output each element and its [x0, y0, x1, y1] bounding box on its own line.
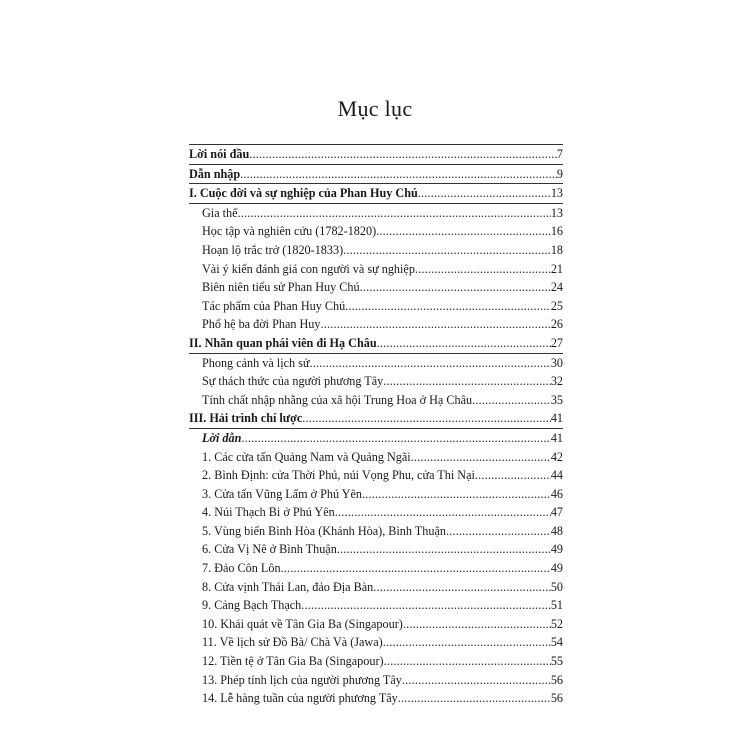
toc-entry: [189, 448, 563, 467]
toc-leader-dots: [345, 297, 551, 316]
toc-leader-dots: [249, 145, 557, 164]
toc-entry-page: 48: [550, 523, 563, 538]
toc-entry-page: 55: [550, 654, 563, 669]
toc-entry-page: 27: [550, 335, 563, 350]
toc-entry-label: 10. Khái quát về Tân Gia Ba (Singapour): [202, 616, 403, 631]
toc-entry-label: Phổ hệ ba đời Phan Huy: [202, 317, 321, 332]
toc-entry: [189, 540, 563, 559]
toc-entry: [189, 578, 563, 597]
toc-leader-dots: [281, 559, 551, 578]
toc-entry-label: 12. Tiền tệ ở Tân Gia Ba (Singapour): [202, 654, 384, 669]
toc-leader-dots: [241, 429, 550, 448]
toc-leader-dots: [398, 689, 551, 708]
table-of-contents: [189, 144, 563, 708]
toc-entry-page: 49: [550, 561, 563, 576]
toc-leader-dots: [384, 652, 551, 671]
toc-entry: [189, 354, 563, 373]
toc-entry: [189, 372, 563, 391]
toc-entry: [189, 689, 563, 708]
toc-entry: [189, 633, 563, 652]
toc-entry-label: I. Cuộc đời và sự nghiệp của Phan Huy Chú: [189, 186, 418, 201]
toc-leader-dots: [240, 165, 557, 184]
toc-leader-dots: [362, 485, 551, 504]
toc-entry-label: 7. Đảo Côn Lôn: [202, 561, 281, 576]
toc-entry: [189, 503, 563, 522]
toc-leader-dots: [360, 278, 551, 297]
toc-leader-dots: [337, 540, 551, 559]
toc-leader-dots: [403, 615, 551, 634]
toc-entry-label: Vài ý kiến đánh giá con người và sự nghiệp: [202, 261, 415, 276]
toc-entry: [189, 145, 563, 165]
toc-entry: [189, 596, 563, 615]
toc-entry-page: 42: [550, 449, 563, 464]
toc-entry-label: 13. Phép tính lịch của người phương Tây: [202, 672, 402, 687]
page-title: Mục lục: [337, 96, 413, 121]
toc-entry-page: 41: [550, 411, 563, 426]
toc-entry-label: 14. Lễ hàng tuần của người phương Tây: [202, 691, 398, 706]
toc-entry-label: 8. Cửa vịnh Thái Lan, đảo Địa Bàn: [202, 579, 374, 594]
toc-entry-label: 9. Cảng Bạch Thạch: [202, 598, 302, 613]
toc-entry-label: Phong cảnh và lịch sử: [202, 355, 310, 370]
toc-leader-dots: [446, 522, 551, 541]
toc-entry-label: 11. Về lịch sử Đồ Bà/ Chà Và (Jawa): [202, 635, 383, 650]
toc-entry-page: 56: [550, 672, 563, 687]
toc-entry-label: 4. Núi Thạch Bi ở Phú Yên: [202, 505, 335, 520]
toc-entry: [189, 466, 563, 485]
toc-entry-page: 44: [550, 468, 563, 483]
toc-leader-dots: [376, 222, 551, 241]
toc-entry-page: 25: [550, 298, 563, 313]
toc-leader-dots: [415, 260, 551, 279]
toc-leader-dots: [335, 503, 551, 522]
toc-entry: [189, 485, 563, 504]
toc-entry: [189, 334, 563, 354]
toc-entry: [189, 278, 563, 297]
toc-leader-dots: [321, 315, 551, 334]
toc-leader-dots: [383, 372, 551, 391]
toc-entry-page: 24: [550, 280, 563, 295]
toc-entry-label: Tác phẩm của Phan Huy Chú: [202, 298, 346, 313]
toc-entry-page: 49: [550, 542, 563, 557]
toc-entry: [189, 165, 563, 185]
toc-entry-page: 47: [550, 505, 563, 520]
toc-leader-dots: [373, 578, 551, 597]
toc-leader-dots: [302, 409, 551, 428]
toc-entry-page: 56: [550, 691, 563, 706]
toc-entry-page: 9: [556, 166, 563, 181]
toc-entry-label: Gia thế: [202, 205, 238, 220]
toc-leader-dots: [418, 184, 551, 203]
toc-entry-label: 2. Bình Định: cửa Thời Phú, núi Vọng Phu, cửa Thi Nại: [202, 468, 475, 483]
toc-entry-page: 41: [550, 430, 563, 445]
toc-entry: [189, 522, 563, 541]
toc-entry-page: 13: [550, 186, 563, 201]
toc-entry: [189, 184, 563, 204]
toc-leader-dots: [472, 391, 551, 410]
toc-entry-page: 26: [550, 317, 563, 332]
toc-entry: [189, 559, 563, 578]
toc-leader-dots: [411, 448, 551, 467]
toc-entry-label: Hoạn lộ trắc trở (1820-1833): [202, 242, 344, 257]
toc-leader-dots: [238, 204, 551, 223]
toc-entry-page: 13: [550, 205, 563, 220]
toc-entry-page: 7: [556, 147, 563, 161]
toc-entry-page: 54: [550, 635, 563, 650]
toc-entry-label: 3. Cửa tấn Vũng Lấm ở Phú Yên: [202, 486, 362, 501]
toc-entry: [189, 241, 563, 260]
toc-entry-label: Học tập và nghiên cứu (1782-1820): [202, 224, 377, 239]
toc-entry-label: Tính chất nhập nhằng của xã hội Trung Hoa ở Hạ Châu: [202, 392, 473, 407]
toc-entry-label: 5. Vùng biển Bình Hòa (Khánh Hòa), Bình Thuận: [202, 523, 446, 538]
toc-entry-label: 1. Các cửa tấn Quảng Nam và Quảng Ngãi: [202, 449, 411, 464]
toc-entry-label: Biên niên tiểu sử Phan Huy Chú: [202, 280, 360, 295]
toc-entry-label: Lời dẫn: [202, 430, 242, 445]
toc-entry-page: 18: [550, 242, 563, 257]
toc-entry: [189, 409, 563, 429]
toc-entry: [189, 391, 563, 410]
toc-leader-dots: [343, 241, 551, 260]
toc-entry: [189, 652, 563, 671]
toc-entry-label: 6. Cửa Vị Nê ở Bình Thuận: [202, 542, 337, 557]
toc-leader-dots: [383, 633, 551, 652]
toc-leader-dots: [309, 354, 550, 373]
toc-entry: [189, 222, 563, 241]
toc-entry-page: 50: [550, 579, 563, 594]
toc-entry-page: 35: [550, 392, 563, 407]
toc-entry-page: 46: [550, 486, 563, 501]
toc-entry: [189, 315, 563, 334]
toc-entry: [189, 260, 563, 279]
toc-leader-dots: [402, 671, 551, 690]
toc-entry-label: Lời nói đầu: [189, 147, 250, 161]
toc-entry: [189, 297, 563, 316]
toc-entry-label: II. Nhãn quan phái viên đi Hạ Châu: [189, 335, 377, 350]
toc-entry-page: 51: [550, 598, 563, 613]
toc-entry-page: 32: [550, 374, 563, 389]
toc-entry-label: Sự thách thức của người phương Tây: [202, 374, 384, 389]
toc-entry-label: III. Hải trình chí lược: [189, 411, 303, 426]
toc-leader-dots: [475, 466, 551, 485]
toc-leader-dots: [301, 596, 551, 615]
toc-entry: [189, 615, 563, 634]
toc-entry: [189, 671, 563, 690]
toc-entry-page: 30: [550, 355, 563, 370]
toc-entry: [189, 429, 563, 448]
toc-entry-page: 21: [550, 261, 563, 276]
toc-leader-dots: [377, 334, 551, 353]
toc-entry-page: 16: [550, 224, 563, 239]
toc-entry: [189, 204, 563, 223]
toc-entry-page: 52: [550, 616, 563, 631]
toc-entry-label: Dẫn nhập: [189, 166, 241, 181]
